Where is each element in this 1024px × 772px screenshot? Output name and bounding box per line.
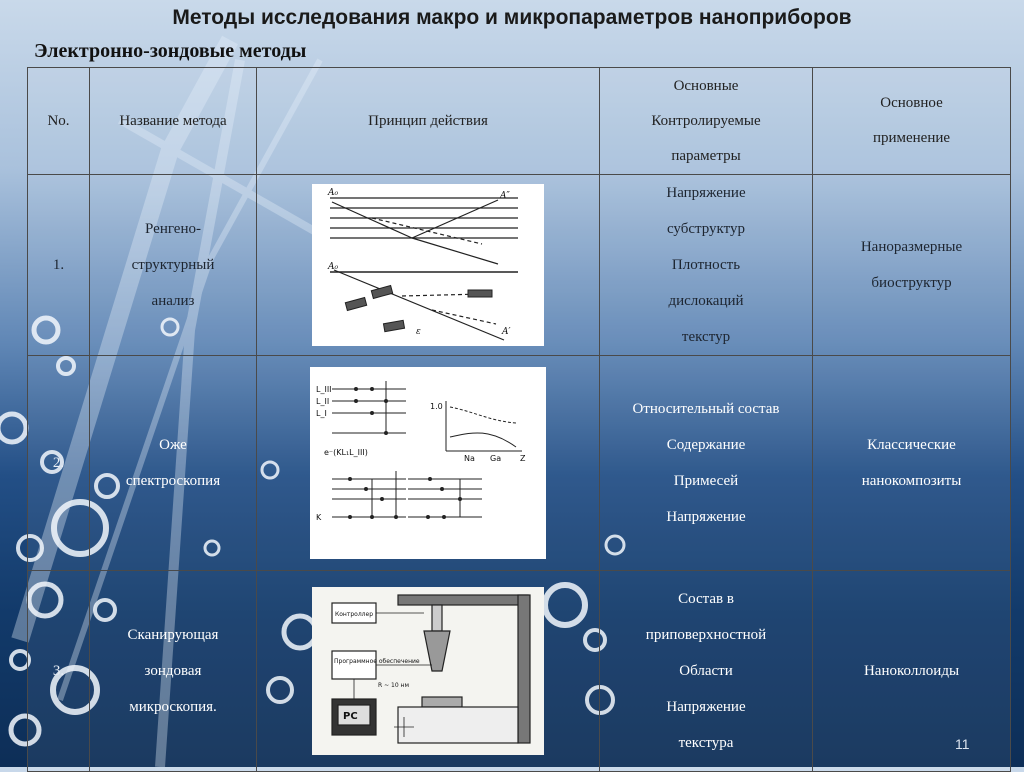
svg-text:Ga: Ga bbox=[490, 454, 502, 463]
controlled-params: Относительный состав Содержание Примесей Напряжение bbox=[600, 356, 813, 571]
svg-text:L_II: L_II bbox=[316, 397, 330, 406]
svg-text:L_I: L_I bbox=[316, 409, 327, 418]
header-name: Название метода bbox=[90, 68, 257, 175]
row-number: 1. bbox=[28, 175, 90, 356]
method-name: Оже спектроскопия bbox=[90, 356, 257, 571]
main-application: Классические нанокомпозиты bbox=[813, 356, 1011, 571]
row-number: 3. bbox=[28, 571, 90, 772]
header-params: Основные Контролируемые параметры bbox=[600, 68, 813, 175]
header-principle: Принцип действия bbox=[257, 68, 600, 175]
table-row bbox=[28, 571, 1011, 772]
svg-text:ε: ε bbox=[416, 327, 421, 337]
controlled-params: Напряжение субструктур Плотность дислокаций текстур bbox=[600, 175, 813, 356]
controlled-params: Состав в приповерхностной Области Напряжение текстура bbox=[600, 571, 813, 772]
svg-text:L_III: L_III bbox=[316, 385, 332, 394]
svg-text:A′: A′ bbox=[502, 327, 511, 337]
slide-subtitle: Электронно-зондовые методы bbox=[34, 40, 307, 62]
scanning-probe-diagram bbox=[312, 587, 544, 755]
slide-title: Методы исследования макро и микропараметров наноприборов bbox=[172, 6, 852, 29]
svg-text:1.0: 1.0 bbox=[430, 402, 443, 411]
svg-text:K: K bbox=[316, 513, 322, 522]
principle-diagram-cell bbox=[257, 356, 600, 571]
svg-text:A″: A″ bbox=[500, 191, 510, 201]
page-number: 11 bbox=[955, 736, 970, 752]
svg-text:Na: Na bbox=[464, 454, 475, 463]
row-number: 2. bbox=[28, 356, 90, 571]
header-no: No. bbox=[28, 68, 90, 175]
xray-diffraction-diagram bbox=[312, 184, 544, 346]
methods-table bbox=[27, 67, 1011, 772]
principle-diagram-cell bbox=[257, 571, 600, 772]
svg-text:R ~ 10 нм: R ~ 10 нм bbox=[378, 682, 410, 689]
method-name: Сканирующая зондовая микроскопия. bbox=[90, 571, 257, 772]
principle-diagram-cell bbox=[257, 175, 600, 356]
main-application: Наноразмерные биоструктур bbox=[813, 175, 1011, 356]
main-application: Наноколлоиды bbox=[813, 571, 1011, 772]
svg-text:A₀: A₀ bbox=[328, 188, 339, 198]
method-name: Ренгено- структурный анализ bbox=[90, 175, 257, 356]
svg-text:e⁻(KL₁L_III): e⁻(KL₁L_III) bbox=[324, 448, 368, 457]
svg-text:Z: Z bbox=[520, 454, 526, 463]
auger-spectroscopy-diagram bbox=[310, 367, 546, 559]
table-row bbox=[28, 175, 1011, 356]
table-row bbox=[28, 356, 1011, 571]
header-application: Основное применение bbox=[813, 68, 1011, 175]
svg-text:PC: PC bbox=[343, 711, 358, 722]
svg-text:A₀: A₀ bbox=[328, 262, 339, 272]
svg-text:Контроллер: Контроллер bbox=[335, 611, 373, 618]
table-header-row bbox=[28, 68, 1011, 175]
svg-text:Программное обеспечение: Программное обеспечение bbox=[334, 658, 420, 665]
